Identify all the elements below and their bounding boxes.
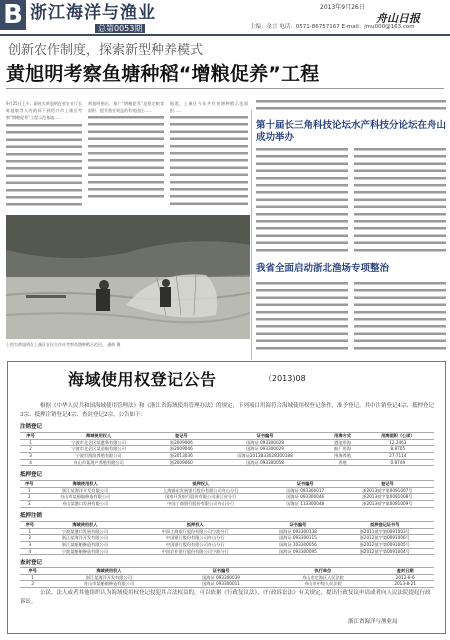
table-header: 海域使用权人: [41, 433, 156, 440]
article2-body-col-2: [354, 148, 446, 256]
table-cell: 宁波市北仑区某港务有限公司: [41, 439, 156, 446]
table-cell: 宁波市海滨养殖有限公司: [41, 453, 156, 460]
notice-footer: 公民、法人或者其他组织认为海域使用权登记侵犯其合法权益的，可以依据《行政复议法》、《行政诉讼法》有关规定，提出行政复议申请或者向人民法院提起行政诉讼。: [20, 590, 431, 605]
table-cell: 1: [20, 439, 41, 446]
table-header: 执行单位: [270, 568, 377, 575]
table-cell: 舟山市某船舶修造有限公司: [39, 494, 132, 501]
table-cell: 1: [20, 487, 39, 494]
lead-body-col-2: 黄旭明指出，推广“增粮促养”是稳定粮食面积、提升渔业效益的有效途径……: [88, 100, 164, 208]
table-header: 海域使用权人: [45, 568, 172, 575]
table-cell: 国海证 093300046: [270, 494, 341, 501]
photo-credit: 潘辉 摄: [107, 342, 121, 347]
table-cell: 舟山市定海区人民法院: [270, 574, 377, 581]
lead-body-col-3: 据悉，上虞区今年共有鱼塘种稻示范面积……: [170, 100, 248, 208]
table-header: 证书编号: [260, 522, 335, 529]
table-row: [20, 487, 434, 494]
section-title: 浙江海洋与渔业: [30, 3, 156, 23]
notice-number: （2013)08: [264, 374, 306, 383]
column-divider: [251, 110, 252, 360]
table-cell: 8.8705: [362, 446, 434, 453]
table-header: 抵押权人: [130, 522, 260, 529]
section-label-mortgage-cancel: 抵押注销: [20, 513, 43, 519]
table-cell: 3: [20, 542, 40, 549]
article3-body-col-1: [256, 282, 348, 354]
table-row: [20, 528, 434, 535]
issue-date: 2013年9月26日: [320, 4, 365, 11]
table-cell: 围海养殖: [323, 453, 361, 460]
table-row: [20, 453, 434, 460]
table-cell: 2: [20, 494, 39, 501]
table-cell: 2: [20, 581, 45, 588]
lead-photo: [6, 215, 250, 339]
table-cell: 宁波市北仑区某造船有限公司: [41, 446, 156, 453]
table-cell: 宁波某港口发展有限公司: [40, 528, 131, 535]
table-header-row: [20, 481, 434, 488]
table-header: 抵押权人: [132, 481, 270, 488]
table-header: 序号: [20, 522, 40, 529]
table-header-row: [20, 433, 434, 440]
table-cell: 中国银行股份有限公司舟山分行: [130, 542, 260, 549]
table-header: 登记号: [156, 433, 207, 440]
fishing-photo-image: [6, 215, 250, 339]
table-cell: 国海证 093300028: [207, 439, 324, 446]
table-cell: 舟山市中级人民法院: [270, 581, 377, 588]
table-row: [20, 574, 434, 581]
article3-headline: 我省全面启动浙北渔场专项整治: [256, 263, 390, 274]
section-letter: B: [0, 0, 26, 30]
table-cell: 中国工商银行股份有限公司宁波分行: [130, 528, 260, 535]
table-cell: 国海证2013B33028300188: [207, 453, 324, 460]
lead-headline: 黄旭明考察鱼塘种稻“增粮促养”工程: [6, 63, 320, 85]
table-header: 序号: [20, 433, 41, 440]
table-cell: 3: [20, 501, 39, 508]
notice-intro: 根据《中华人民共和国海域使用管理法》和《浙江省海域使用管理办法》的规定，下列项目用海符合海域使用权登记条件，准予登记。其中注销登记4宗、抵押登记3宗、抵押注销登记4宗、查封登记2宗。公告如下：: [20, 403, 435, 418]
article2-body-col-1: [256, 148, 348, 256]
table-cell: 浙江某海洋开发有限公司: [40, 535, 131, 542]
table-header: 证书编号: [172, 568, 269, 575]
table-cell: 浙2011抵字第0091003号: [335, 528, 434, 535]
table-header: 抵押登记证书号: [335, 522, 434, 529]
notice-signature: 浙江省海洋与渔业局: [348, 619, 398, 625]
table-cell: 4: [20, 459, 41, 466]
photo-caption: 上图为黄旭明在上虞区农民合作社考察鱼塘种稻示范田。 潘辉 摄: [6, 342, 121, 347]
table-cell: 浙江某海洋开发有限公司: [39, 487, 132, 494]
table-cell: 1: [20, 528, 40, 535]
table-cell: 0.8749: [362, 459, 434, 466]
table-row: [20, 535, 434, 542]
table-row: [20, 494, 434, 501]
table-cell: 国海证 093300095: [260, 548, 335, 555]
table-cell: 27.7114: [362, 453, 434, 460]
table-cell: 国海证 093300029: [207, 446, 324, 453]
issue-number: 总第0053期: [95, 24, 145, 33]
table-header: 证书编号: [207, 433, 324, 440]
sea-area-notice: [7, 361, 446, 634]
table-header: 用海方式: [323, 433, 361, 440]
mortgage-table: [20, 480, 434, 508]
table-cell: 12.2463: [362, 439, 434, 446]
table-cell: 上海浦东发展银行股份有限公司舟山分行: [132, 487, 270, 494]
table-cell: 浙2009046: [156, 446, 207, 453]
table-cell: 国海证 113300048: [270, 501, 341, 508]
table-cell: 国海证 093300017: [270, 487, 341, 494]
section-label-seizure: 查封登记: [20, 560, 43, 566]
table-cell: 浙江某海洋开发有限公司: [45, 574, 172, 581]
table-cell: 港池用海: [323, 439, 361, 446]
table-cell: 3: [20, 453, 41, 460]
masthead-rule: [0, 34, 450, 36]
table-header: 用海面积（公顷）: [362, 433, 434, 440]
table-row: [20, 446, 434, 453]
table-row: [20, 501, 434, 508]
table-cell: 2: [20, 446, 41, 453]
table-cell: 国海证 103300056: [260, 542, 335, 549]
lead-body-col-4: [256, 100, 446, 114]
table-header: 序号: [20, 568, 45, 575]
table-cell: 国海证 093300058: [207, 459, 324, 466]
table-cell: 1: [20, 574, 45, 581]
table-cell: 中国银行股份有限公司舟山分行: [130, 535, 260, 542]
table-header-row: [20, 568, 434, 575]
section-label-mortgage: 抵押登记: [20, 472, 43, 478]
table-cell: 船厂用海: [323, 446, 361, 453]
table-row: [20, 542, 434, 549]
table-cell: 浙2012抵字第0091004号: [335, 548, 434, 555]
mortgage-cancel-table: [20, 521, 434, 555]
section-label-cancel: 注销登记: [20, 424, 43, 430]
table-cell: 浙2009060: [156, 459, 207, 466]
table-cell: 浙2013抵字第0091008号: [341, 494, 434, 501]
table-cell: 国家开发银行股份有限公司浙江省分行: [132, 494, 270, 501]
table-cell: 中国农业银行股份有限公司宁波分行: [130, 548, 260, 555]
table-cell: 2: [20, 535, 40, 542]
cancel-table: [20, 432, 434, 466]
table-cell: 养殖: [323, 459, 361, 466]
paper-name: 舟山日报: [376, 12, 420, 25]
table-cell: 浙2009006: [156, 439, 207, 446]
table-row: [20, 581, 434, 588]
table-row: [20, 548, 434, 555]
table-header: 海域使用权人: [40, 522, 131, 529]
table-header: 查封日期: [376, 568, 434, 575]
lead-kicker: 创新农作制度，探索新型种养模式: [8, 43, 204, 58]
table-header-row: [20, 522, 434, 529]
table-cell: 宁波某船舶修造有限公司: [40, 548, 131, 555]
seizure-table: [20, 567, 434, 588]
table-header: 证书编号: [270, 481, 341, 488]
table-cell: 国海证 093300138: [260, 528, 335, 535]
table-header: 登记号: [341, 481, 434, 488]
table-cell: 浙2012抵字第0091005号: [335, 542, 434, 549]
table-row: [20, 459, 434, 466]
table-cell: 浙江某船舶修造有限公司: [40, 542, 131, 549]
notice-title: 海域使用权登记公告: [68, 370, 217, 389]
table-cell: 4: [20, 548, 40, 555]
table-cell: 舟山某港口发展有限公司: [39, 501, 132, 508]
table-cell: 2013-8-6: [376, 574, 434, 581]
table-row: [20, 439, 434, 446]
table-cell: 国海证 093300115: [260, 535, 335, 542]
headline-rule: [6, 88, 444, 89]
table-cell: 舟山市某海产养殖有限公司: [41, 459, 156, 466]
table-cell: 浙2013036: [156, 453, 207, 460]
article2-headline: 第十届长三角科技论坛水产科技分论坛在舟山成功举办: [256, 120, 447, 143]
editor-contact: 主编：金言 电话：0571-86757167 E-mail：jmu000@163.com: [250, 24, 415, 30]
table-header: 海域使用权人: [39, 481, 132, 488]
article3-body-col-2: [354, 282, 446, 354]
table-cell: 浙2012抵字第0091006号: [335, 535, 434, 542]
table-cell: 2013-8-21: [376, 581, 434, 588]
lead-body-col-1: 9月25日上午，副省长黄旭明在省农业厅长陈越敏等人的陪同下到绍兴市上虞区考察“增粮促养”工程示范基地……: [6, 100, 82, 208]
table-cell: 浙2013抵字第0091007号: [341, 487, 434, 494]
table-header: 序号: [20, 481, 39, 488]
table-cell: 浙2013抵字第0091009号: [341, 501, 434, 508]
table-cell: 中国工商银行股份有限公司舟山分行: [132, 501, 270, 508]
table-cell: 舟山市某船舶修造有限公司: [45, 581, 172, 588]
table-cell: 国海证 093300011: [172, 581, 269, 588]
table-cell: 国海证 093300039: [172, 574, 269, 581]
